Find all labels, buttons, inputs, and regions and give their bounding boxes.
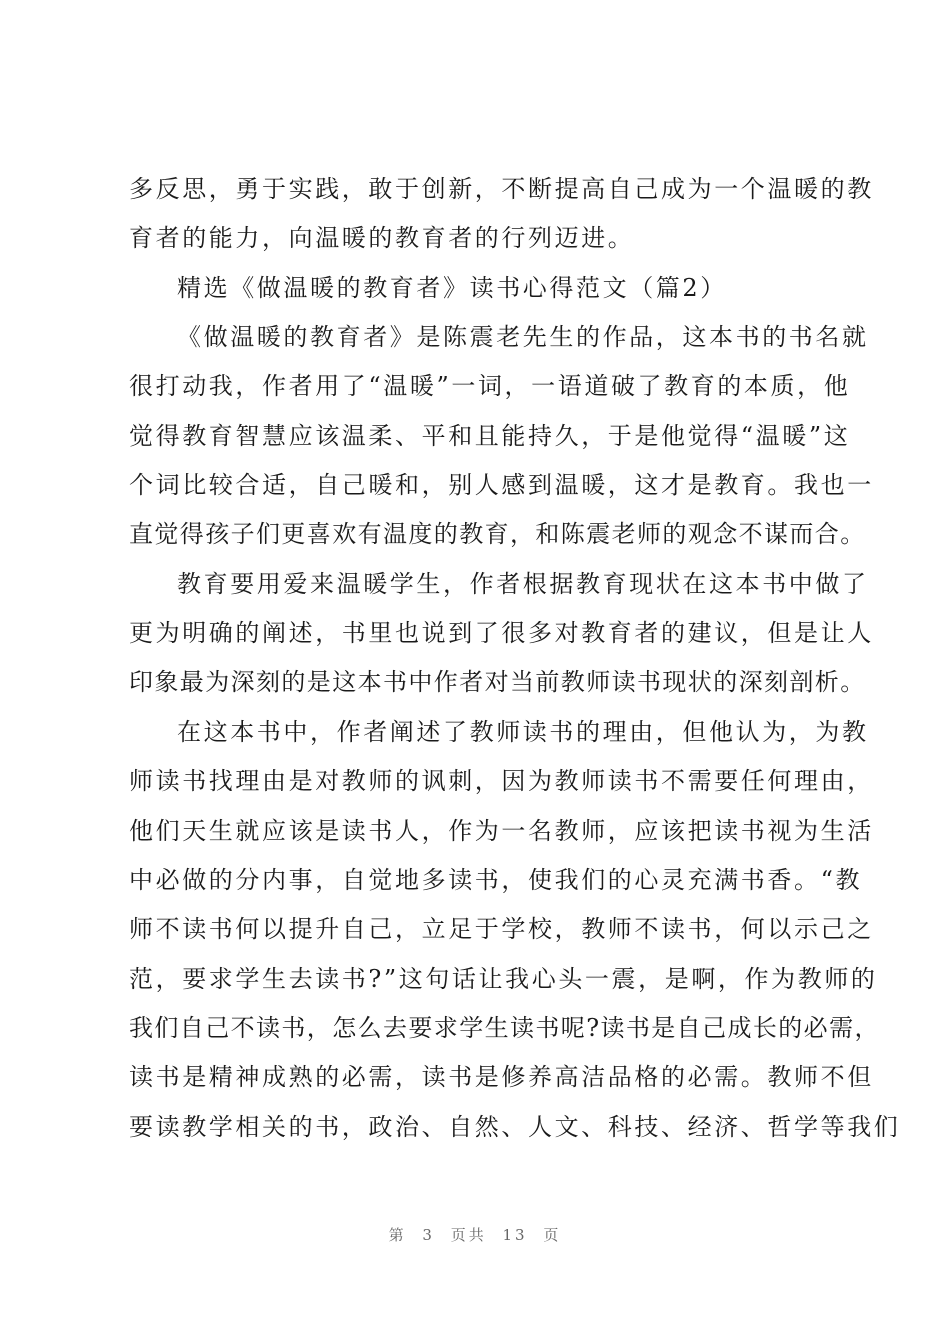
text-line: 《做温暖的教育者》是陈震老先生的作品，这本书的书名就 [177,323,869,351]
text-line: 读书是精神成熟的必需，读书是修养高洁品格的必需。教师不但 [129,1063,874,1091]
footer-suffix: 页 [543,1226,562,1244]
text-line: 多反思，勇于实践，敢于创新，不断提高自己成为一个温暖的教 [129,175,874,203]
page-footer [0,1224,950,1245]
text-line: 中必做的分内事，自觉地多读书，使我们的心灵充满书香。“教 [129,866,863,894]
text-line: 教育要用爱来温暖学生，作者根据教育现状在这本书中做了 [177,570,869,598]
text-line: 师不读书何以提升自己，立足于学校，教师不读书，何以示己之 [129,915,874,943]
text-line: 范，要求学生去读书?”这句话让我心头一震，是啊，作为教师的 [129,965,878,993]
text-line: 师读书找理由是对教师的讽刺，因为教师读书不需要任何理由， [129,767,874,795]
text-line: 印象最为深刻的是这本书中作者对当前教师读书现状的深刻剖析。 [129,668,866,696]
footer-total-pages: 13 [502,1226,528,1244]
footer-page-number: 3 [422,1226,435,1244]
text-line: 直觉得孩子们更喜欢有温度的教育，和陈震老师的观念不谋而合。 [129,520,866,548]
text-line: 育者的能力，向温暖的教育者的行列迈进。 [129,224,635,252]
text-line: 他们天生就应该是读书人，作为一名教师，应该把读书视为生活 [129,817,874,845]
text-line: 在这本书中，作者阐述了教师读书的理由，但他认为，为教 [177,718,869,746]
text-line: 要读教学相关的书，政治、自然、人文、科技、经济、哲学等我们 [129,1113,901,1141]
text-line: 个词比较合适，自己暖和，别人感到温暖，这才是教育。我也一 [129,471,874,499]
section-heading: 精选《做温暖的教育者》读书心得范文（篇2） [177,274,727,302]
text-line: 更为明确的阐述，书里也说到了很多对教育者的建议，但是让人 [129,619,874,647]
text-line: 我们自己不读书，怎么去要求学生读书呢?读书是自己成长的必需， [129,1014,880,1042]
text-line: 觉得教育智慧应该温柔、平和且能持久，于是他觉得“温暖”这 [129,422,851,450]
footer-prefix: 第 [388,1226,407,1244]
footer-middle: 页共 [450,1226,487,1244]
text-line: 很打动我，作者用了“温暖”一词，一语道破了教育的本质，他 [129,372,851,400]
